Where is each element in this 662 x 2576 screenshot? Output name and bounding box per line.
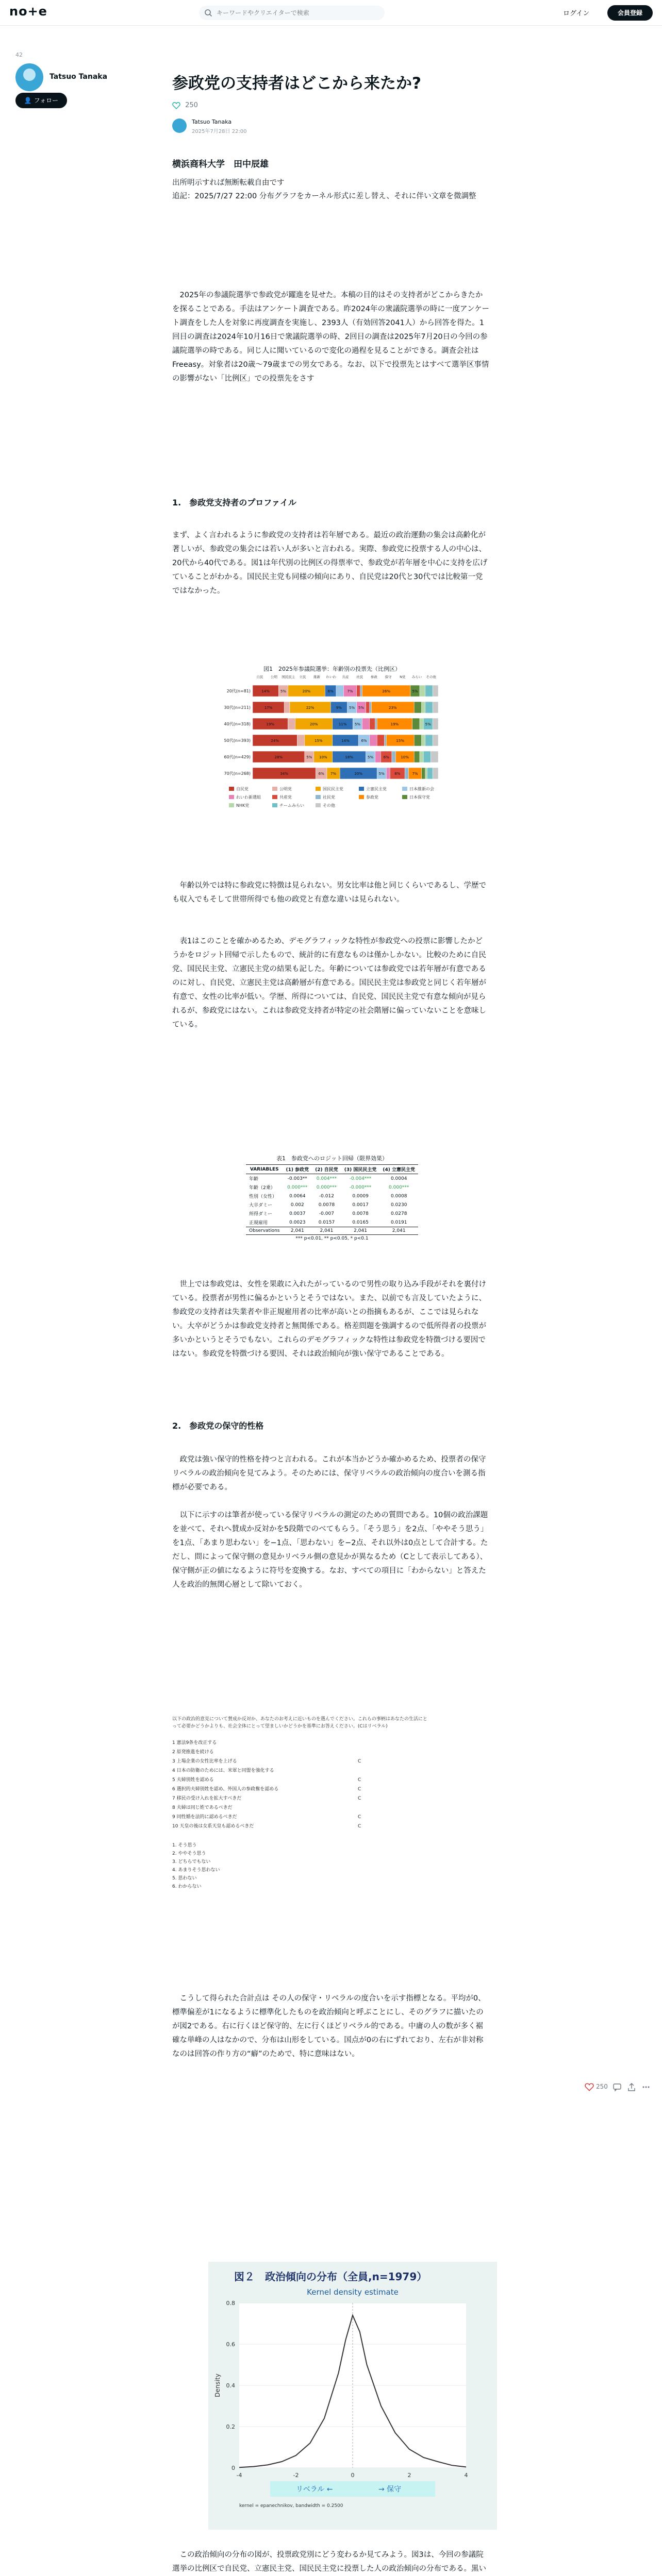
fig1-bar-value: 20% bbox=[310, 722, 318, 726]
fig1-bar-segment bbox=[433, 735, 438, 746]
fig1-column-label: 保守 bbox=[385, 675, 392, 679]
scale-option: 5. 思わない bbox=[172, 1876, 197, 1881]
questionnaire-item-text: 10 天皇の後は女系天皇も認めるべきだ bbox=[172, 1824, 254, 1829]
table-1-cell: 0.0037 bbox=[289, 1211, 306, 1216]
fig1-column-label: その他 bbox=[426, 675, 436, 679]
fig1-legend-label: れいわ新選組 bbox=[236, 795, 261, 800]
comment-icon[interactable] bbox=[613, 2082, 622, 2092]
fig1-row-label: 60代(n=429) bbox=[224, 755, 251, 759]
fig1-bar-value: 17% bbox=[264, 706, 273, 710]
fig1-bar-segment bbox=[366, 702, 370, 713]
search-box[interactable] bbox=[199, 6, 385, 20]
table-1-cell: -0.012 bbox=[319, 1193, 334, 1199]
author-avatar[interactable] bbox=[172, 118, 187, 133]
table-row bbox=[246, 1209, 418, 1218]
questionnaire-item-text: 5 夫婦別姓を認める bbox=[172, 1777, 214, 1783]
questionnaire-items bbox=[172, 1738, 440, 1831]
fig1-bar-segment bbox=[422, 702, 425, 713]
table-1-cell: 0.0191 bbox=[390, 1219, 407, 1225]
fig1-legend-swatch bbox=[402, 795, 407, 799]
fig1-bar-value: 6% bbox=[361, 739, 367, 743]
creator-profile[interactable] bbox=[15, 63, 119, 92]
y-tick-label: 0 bbox=[231, 2465, 235, 2471]
fig1-bar-value: 6% bbox=[327, 689, 334, 693]
fig1-bar-segment bbox=[425, 702, 433, 713]
section-1-paragraph-3: 表1はこのことを確かめるため、デモグラフィックな特性が参政党への投票に影響したかどうかをロジット回帰で示したもので、統計的に有意なものは僅かしかない。比較のために自民党、国民民主党、立憲民主党の結果も記した。年齢については参政党では若年層が有意であるのに対し、自民党、立憲民主党は高齢層が有意である。国民民主党は参政党と同じく若年層が有意で、女性の比率が低い。学歴、所得については、自民党、国民民主党で有意な傾向が見られるが、参政党にはない。これは参政党支持者が特定の社会階層に偏っていないことを意味している。 bbox=[172, 937, 486, 1029]
top-header bbox=[0, 0, 662, 26]
note-logo[interactable]: no+e bbox=[9, 4, 47, 19]
questionnaire-item-flag: C bbox=[358, 1787, 361, 1792]
questionnaire-scale bbox=[172, 1841, 440, 1891]
fig1-legend-label: チームみらい bbox=[279, 803, 304, 808]
table-1-cell: 0.0078 bbox=[352, 1211, 369, 1216]
fig1-legend-swatch bbox=[316, 795, 321, 799]
table-row bbox=[246, 1174, 418, 1183]
section-1-paragraph-2: 年齢以外では特に参政党に特徴は見られない。男女比率は他と同じくらいであるし、学歴でも収入でもそして世帯所得でも他の政党と有意な違いは見られない。 bbox=[172, 882, 486, 904]
table-1-cell: 0.0023 bbox=[289, 1219, 306, 1225]
fig1-bar-segment bbox=[433, 768, 438, 779]
table-1-header-cell: (1) 参政党 bbox=[283, 1165, 312, 1174]
fig1-bar-value: 5% bbox=[378, 772, 385, 776]
fig1-bar-value: 20% bbox=[302, 689, 311, 693]
questionnaire-item-text: 9 同性婚を法的に認めるべきだ bbox=[172, 1815, 237, 1820]
table-1-cell: 年齢（2乗） bbox=[249, 1185, 275, 1191]
table-row bbox=[246, 1192, 418, 1200]
fig1-bar-segment bbox=[423, 751, 431, 762]
section-2-paragraph-2: 以下に示すのは筆者が使っている保守リベラルの測定のための質問である。10個の政治課題を並べて、それへ賛成か反対かを5段階でのべてもらう。「そう思う」を2点、「ややそう思う」を1点、「あまり思わない」を−1点、「思わない」を−2点、それ以外は0点として合計する。ただし、問によって保守側の意見かリベラル側の意見かが異なるため（Cとして表示してある）、保守側が正の値になるように符号を変換する。なお、すべての項目に「わからない」と答えた人を政治的無関心層として除いておく。 bbox=[172, 1511, 488, 1589]
fig1-bar-segment bbox=[377, 735, 384, 746]
table-1-cell: -0.004*** bbox=[349, 1176, 372, 1181]
creator-name[interactable]: Tatsuo Tanaka bbox=[49, 73, 108, 81]
list-item bbox=[172, 1785, 430, 1794]
more-icon[interactable] bbox=[641, 2082, 651, 2092]
fig1-bar-segment bbox=[433, 685, 438, 697]
fig1-bar-value: 5% bbox=[412, 689, 418, 693]
questionnaire-figure bbox=[172, 1716, 440, 1922]
follow-label: フォロー bbox=[34, 97, 59, 104]
follow-button[interactable] bbox=[15, 93, 67, 108]
fig1-bar-segment bbox=[362, 718, 369, 730]
fig1-bar-segment bbox=[420, 751, 423, 762]
questionnaire-item-flag: C bbox=[358, 1796, 361, 1801]
fig1-bar-segment bbox=[420, 718, 423, 730]
intro-note-2: 追記：2025/7/27 22:00 分布グラフをカーネル形式に差し替え、それに伴い文章を微調整 bbox=[172, 192, 476, 200]
scale-option: 1. そう思う bbox=[172, 1843, 197, 1848]
fig1-legend-swatch bbox=[229, 803, 234, 807]
fig1-bar-value: 5% bbox=[306, 755, 312, 759]
fig1-legend-label: 日本保守党 bbox=[409, 795, 430, 800]
fig1-legend-label: 参政党 bbox=[366, 795, 378, 800]
questionnaire-item-flag: C bbox=[358, 1777, 361, 1783]
table-1-cell: 0.0230 bbox=[390, 1202, 407, 1208]
fig1-legend-label: 共産党 bbox=[279, 795, 292, 800]
figure-2-title: 図２ 政治傾向の分布（全員,n=1979） bbox=[234, 2270, 427, 2283]
fig1-column-label: 参政 bbox=[370, 675, 377, 679]
y-tick-label: 0.8 bbox=[226, 2300, 235, 2307]
floating-actions bbox=[585, 2081, 657, 2094]
table-1-cell: 0.0004 bbox=[390, 1176, 407, 1181]
table-1-cell: 0.000*** bbox=[389, 1184, 409, 1190]
fig1-legend-label: その他 bbox=[323, 803, 335, 808]
fig1-bar-segment bbox=[336, 685, 343, 697]
fig1-bar-segment bbox=[385, 735, 387, 746]
table-1-cell: 0.0157 bbox=[318, 1219, 335, 1225]
author-name[interactable]: Tatsuo Tanaka bbox=[192, 118, 232, 125]
signup-button[interactable]: 会員登録 bbox=[607, 5, 653, 21]
list-item bbox=[172, 1822, 430, 1831]
fig1-bar-segment bbox=[427, 768, 433, 779]
axis-direction-band bbox=[270, 2481, 435, 2497]
fig1-bar-segment bbox=[370, 735, 377, 746]
fig1-bar-value: 5% bbox=[280, 689, 286, 693]
fig1-column-label: れいわ bbox=[326, 675, 337, 679]
figure-1-chart bbox=[219, 673, 445, 858]
table-1-cell: -0.000*** bbox=[349, 1184, 372, 1190]
table-1-cell: 0.004*** bbox=[316, 1176, 337, 1181]
fig1-bar-value: 6% bbox=[318, 772, 324, 776]
fig1-row-label: 40代(n=318) bbox=[224, 722, 251, 726]
x-tick-label: 4 bbox=[464, 2472, 468, 2479]
table-1-caption: 表1 参政党へのロジット回帰（限界効果） bbox=[276, 1155, 388, 1162]
fig1-row-label: 50代(n=393) bbox=[224, 738, 251, 743]
share-icon[interactable] bbox=[627, 2082, 636, 2092]
list-item bbox=[172, 1803, 430, 1812]
table-1-header-cell: (3) 国民民主党 bbox=[341, 1165, 380, 1174]
scale-option: 6. わからない bbox=[172, 1884, 202, 1889]
fig1-row-label: 20代(n=81) bbox=[226, 689, 251, 693]
fig1-legend-swatch bbox=[316, 787, 321, 791]
fig1-legend-label: 自民党 bbox=[236, 787, 249, 791]
table-1-cell: -0.003** bbox=[287, 1176, 307, 1181]
table-row bbox=[246, 1183, 418, 1192]
fig1-bar-segment bbox=[386, 768, 390, 779]
fig1-bar-value: 14% bbox=[341, 739, 350, 743]
y-axis-label: Density bbox=[214, 2374, 221, 2397]
left-direction-label: リベラル ← bbox=[296, 2485, 333, 2494]
fig1-column-label: 維新 bbox=[313, 675, 321, 679]
fig1-bar-segment bbox=[284, 702, 290, 713]
section-2-title: 2. 参政党の保守的性格 bbox=[172, 1421, 264, 1431]
fig1-bar-value: 19% bbox=[390, 722, 399, 726]
fig1-bar-segment bbox=[375, 751, 381, 762]
fig1-bar-segment bbox=[414, 735, 421, 746]
scale-option: 4. あまりそう思わない bbox=[172, 1868, 220, 1873]
fig1-legend-swatch bbox=[359, 795, 364, 799]
table-1-cell: 0.000*** bbox=[287, 1184, 308, 1190]
fig1-bar-value: 7% bbox=[347, 689, 353, 693]
table-1-cell: 0.000*** bbox=[316, 1184, 337, 1190]
questionnaire-item-text: 2 原発推進を続ける bbox=[172, 1750, 214, 1755]
x-tick-label: -4 bbox=[236, 2472, 242, 2479]
list-item bbox=[172, 1775, 430, 1785]
questionnaire-item-flag: C bbox=[358, 1759, 361, 1764]
table-1-header-cell: (2) 自民党 bbox=[312, 1165, 341, 1174]
fig1-bar-segment bbox=[433, 718, 438, 730]
questionnaire-item-text: 4 日本の防衛のためには、米軍と同盟を強化する bbox=[172, 1768, 274, 1773]
fig1-legend-swatch bbox=[229, 787, 234, 791]
intro-note-1: 出所明示すれば無断転載自由です bbox=[172, 179, 285, 187]
questionnaire-item-text: 7 移民の受け入れを拡大すべきだ bbox=[172, 1796, 242, 1801]
table-1-cell: 0.0165 bbox=[352, 1219, 369, 1225]
questionnaire-item-flag: C bbox=[358, 1815, 361, 1820]
figure-2-subtitle: Kernel density estimate bbox=[307, 2287, 399, 2297]
list-item bbox=[172, 1757, 430, 1766]
fig1-legend-label: 立憲民主党 bbox=[366, 787, 387, 791]
fig1-bar-segment bbox=[412, 718, 420, 730]
fig1-bar-segment bbox=[420, 685, 425, 697]
creator-sidebar bbox=[15, 52, 119, 104]
fig1-legend-label: 公明党 bbox=[279, 787, 292, 791]
fig1-bar-value: 7% bbox=[412, 772, 418, 776]
scale-option: 2. ややそう思う bbox=[172, 1851, 206, 1856]
fig1-legend-swatch bbox=[402, 787, 407, 791]
list-item bbox=[172, 1738, 430, 1748]
y-tick-label: 0.6 bbox=[226, 2341, 235, 2348]
like-counter[interactable] bbox=[172, 100, 198, 110]
kernel-note: kernel = epanechnikov, bandwidth = 0.2500 bbox=[239, 2503, 343, 2509]
fig1-legend-swatch bbox=[229, 795, 234, 799]
article-title: 参政党の支持者はどこから来たか? bbox=[172, 74, 421, 93]
table-1-cell: 2,041 bbox=[341, 1227, 380, 1235]
table-1-header-cell: (4) 立憲民主党 bbox=[379, 1165, 418, 1174]
fig1-column-label: みらい bbox=[411, 675, 422, 679]
fig1-legend-label: NHK党 bbox=[236, 803, 250, 808]
questionnaire-item-text: 3 上場企業の女性比率を上げる bbox=[172, 1759, 237, 1764]
table-1-header-row bbox=[246, 1165, 418, 1174]
fig1-bar-value: 10% bbox=[319, 755, 327, 759]
questionnaire-item-text: 1 憲法9条を改正する bbox=[172, 1740, 217, 1745]
fig1-bar-segment bbox=[375, 718, 377, 730]
table-1-cell: 2,041 bbox=[283, 1227, 312, 1235]
person-add-icon: 👤 bbox=[24, 97, 32, 104]
figure-1 bbox=[219, 665, 445, 866]
fig1-column-label: N党 bbox=[400, 675, 406, 679]
table-1-cell: 性別（女性） bbox=[249, 1194, 277, 1199]
x-tick-label: -2 bbox=[293, 2472, 299, 2479]
list-item bbox=[172, 1812, 430, 1822]
intro-paragraph: 2025年の参議院選挙で参政党が躍進を見せた。本稿の目的はその支持者がどこからきたかを探ることである。手法はアンケート調査である。昨2024年の衆議院選挙の時に一度アンケート調査をした人を対象に再度調査を実施し、2393人（有効回答2041人）から回答を得た。1回目の調査は2024年10月16日で衆議院選挙の時、2回目の調査は2025年7月20日の今回の参議院選挙の時である。同じ人に聞いているので変化の過程を見ることができる。調査会社はFreeasy。対象者は20歳〜79歳までの男女である。なお、以下で投票先とはすべて選挙区事情の影響がない「比例区」での投票先をさす bbox=[172, 291, 490, 383]
fig1-bar-segment bbox=[297, 735, 304, 746]
y-tick-label: 0.4 bbox=[226, 2382, 235, 2389]
fig1-legend-swatch bbox=[316, 803, 321, 807]
table-1-cell: 2,041 bbox=[379, 1227, 418, 1235]
y-tick-label: 0.2 bbox=[226, 2424, 235, 2430]
fig1-row-label: 30代(n=211) bbox=[224, 705, 251, 710]
list-item bbox=[172, 1794, 430, 1803]
fig1-bar-value: 22% bbox=[306, 706, 315, 710]
fig1-bar-segment bbox=[414, 702, 421, 713]
table-1-cell: -0.007 bbox=[319, 1211, 334, 1216]
table-1-cell: 0.002 bbox=[290, 1202, 304, 1208]
figure-2-chart bbox=[208, 2262, 497, 2530]
fig1-bar-segment bbox=[360, 685, 362, 697]
fig1-bar-value: 18% bbox=[345, 755, 353, 759]
fig1-bar-value: 34% bbox=[280, 772, 288, 776]
table-1-cell: 0.0278 bbox=[390, 1211, 407, 1216]
fig1-bar-segment bbox=[433, 702, 438, 713]
table-1-header-cell: VARIABLES bbox=[246, 1165, 283, 1174]
table-1-cell: 正規雇用 bbox=[249, 1221, 268, 1226]
fig1-bar-value: 5% bbox=[425, 722, 431, 726]
search-input[interactable] bbox=[217, 6, 379, 20]
fig1-bar-segment bbox=[431, 751, 438, 762]
table-1-cell: 年齢 bbox=[249, 1177, 259, 1182]
fig1-legend-swatch bbox=[272, 787, 277, 791]
table-row bbox=[246, 1227, 418, 1235]
scale-option: 3. どちらでもない bbox=[172, 1859, 211, 1865]
table-1-cell: 0.0017 bbox=[352, 1202, 369, 1208]
heart-icon[interactable] bbox=[172, 101, 180, 110]
fig1-row-label: 70代(n=268) bbox=[224, 771, 251, 776]
fig1-bar-value: 15% bbox=[315, 739, 323, 743]
fig1-bar-value: 11% bbox=[338, 722, 347, 726]
like-count: 250 bbox=[185, 101, 198, 109]
questionnaire-item-flag: C bbox=[358, 1824, 361, 1829]
list-item bbox=[172, 1766, 430, 1775]
fig1-column-label: 自民 bbox=[256, 675, 263, 679]
section-1-paragraph-4: 世上では参政党は、女性を果敢に入れたがっているので男性の取り込み手段がそれを裏付けている。投票者が男性に偏るかというとそうではない。また、以前でも言及していたように、参政党の支持者は失業者や非正規雇用者の比率が高いとの指摘もあるが、ここでは見られない。大卒がどうかは参政党支持者と無関係である。格差問題を強調するので低所得者の投票が多いかというとそうでもない。これらのデモグラフィックな特性は参政党を特徴づける要因ではない。参政党を特徴づける要因、それは政治傾向が強い保守であることである。 bbox=[172, 1280, 486, 1358]
x-tick-label: 0 bbox=[351, 2472, 355, 2479]
fig1-column-label: 国民民主 bbox=[282, 675, 295, 679]
table-1-note: *** p<0.01, ** p<0.05, * p<0.1 bbox=[295, 1236, 369, 1241]
fig1-legend-swatch bbox=[272, 795, 277, 799]
table-row bbox=[246, 1218, 418, 1227]
fig1-bar-segment bbox=[422, 768, 425, 779]
table-1-cell: 0.0078 bbox=[318, 1202, 335, 1208]
table-1-cell: 所得ダミー bbox=[249, 1212, 273, 1217]
sidebar-number: 42 bbox=[15, 52, 23, 58]
fig1-bar-segment bbox=[425, 685, 433, 697]
creator-avatar[interactable] bbox=[15, 63, 43, 91]
table-row bbox=[246, 1200, 418, 1209]
section-2-paragraph-4: この政治傾向の分布の図が、投票政党別にどう変わるか見てみよう。図3は、今回の参議院選挙の比例区で自民党、立憲民主党、国民民主党に投票した人の政治傾向の分布である。黒い bbox=[172, 2551, 486, 2573]
section-1-paragraph-1: まず、よく言われるように参政党の支持者は若年層である。最近の政治運動の集会は高齢化が著しいが、参政党の集会には若い人が多いと言われる。実際、参政党に投票する人の中心は、20代から40代である。図1は年代別の比例区の得票率で、参政党が若年層を中心に支持を広げていることがわかる。国民民主党も同様の傾向にあり、自民党は20代と30代では比較第一党ではなかった。 bbox=[172, 531, 488, 595]
fig1-bar-segment bbox=[288, 718, 295, 730]
fig1-bar-segment bbox=[425, 735, 433, 746]
fig1-bar-value: 7% bbox=[330, 772, 337, 776]
fig1-bar-value: 23% bbox=[389, 706, 397, 710]
fig1-bar-value: 26% bbox=[382, 689, 390, 693]
fig1-legend-swatch bbox=[272, 803, 277, 807]
affiliation: 横浜商科大学 田中辰雄 bbox=[172, 159, 269, 170]
figure-2 bbox=[208, 2262, 497, 2530]
fig1-column-label: 立民 bbox=[299, 675, 306, 679]
questionnaire-item-text: 6 選択的夫婦別姓を認め、外国人の参政権を認める bbox=[172, 1787, 279, 1792]
fig1-bar-value: 14% bbox=[261, 689, 270, 693]
fig1-bar-segment bbox=[425, 768, 427, 779]
fig1-bar-value: 5% bbox=[358, 706, 365, 710]
fig1-bar-segment bbox=[370, 702, 372, 713]
search-icon bbox=[204, 9, 212, 17]
fig1-bar-value: 5% bbox=[349, 706, 355, 710]
section-2-paragraph-1: 政党は強い保守的性格を持つと言われる。これが本当かどうか確かめるため、投票者の保守リベラルの政治傾向を見てみよう。そのためには、保守リベラルの政治傾向の度合いを測る指標が必要である。 bbox=[172, 1455, 486, 1492]
fig1-column-label: 共産 bbox=[342, 675, 349, 679]
fig1-bar-value: 6% bbox=[383, 755, 389, 759]
fig1-bar-value: 5% bbox=[354, 722, 360, 726]
questionnaire-intro: 以下の政治的意見について賛成か反対か、あなたのお考えに近いものを選んでください。これらの事柄はあなたの生活にとって必要かどうかよりも、社会全体にとって望ましいかどうかを基準にお答えください。(Cはリベラル) bbox=[172, 1717, 427, 1729]
fig1-legend-label: 国民民主党 bbox=[323, 787, 343, 791]
table-1-cell: 0.0009 bbox=[352, 1193, 369, 1199]
table-1-cell: 大卒ダミー bbox=[249, 1203, 273, 1208]
fig1-bar-segment bbox=[405, 768, 408, 779]
fig1-bar-value: 9% bbox=[336, 706, 342, 710]
questionnaire-item-text: 8 夫婦は同じ姓であるべきだ bbox=[172, 1805, 233, 1810]
fig1-bar-value: 20% bbox=[354, 772, 362, 776]
table-1-cell: 0.0008 bbox=[390, 1193, 407, 1199]
fig1-legend-label: 日本維新の会 bbox=[409, 787, 434, 791]
fig1-bar-segment bbox=[414, 751, 420, 762]
fig1-bar-value: 8% bbox=[394, 772, 401, 776]
table-1-cell: 0.0064 bbox=[289, 1193, 306, 1199]
fig1-legend-label: 社民党 bbox=[323, 795, 335, 800]
post-date: 2025年7月28日 22:00 bbox=[192, 129, 247, 134]
table-1-cell: 2,041 bbox=[312, 1227, 341, 1235]
table-1-cell: Observations bbox=[246, 1227, 283, 1235]
fig1-legend-swatch bbox=[359, 787, 364, 791]
fig1-bar-value: 15% bbox=[396, 739, 404, 743]
fig1-bar-value: 10% bbox=[401, 755, 409, 759]
fig1-bar-value: 28% bbox=[274, 755, 283, 759]
fig1-bar-value: 24% bbox=[271, 739, 279, 743]
fig1-bar-segment bbox=[370, 718, 375, 730]
figure-1-caption: 図1 2025年参議院選挙：年齢別の投票先（比例区） bbox=[263, 666, 401, 672]
login-link[interactable]: ログイン bbox=[563, 10, 590, 18]
fig1-bar-segment bbox=[357, 685, 360, 697]
fig1-bar-segment bbox=[392, 751, 395, 762]
fig1-bar-value: 5% bbox=[368, 755, 374, 759]
right-direction-label: → 保守 bbox=[378, 2485, 402, 2494]
fig1-bar-segment bbox=[422, 735, 425, 746]
x-tick-label: 2 bbox=[407, 2472, 411, 2479]
fig1-column-label: 公明 bbox=[271, 675, 278, 679]
like-count-floating: 250 bbox=[596, 2083, 608, 2090]
section-1-title: 1. 参政党支持者のプロファイル bbox=[172, 498, 296, 507]
fig1-bar-value: 19% bbox=[266, 722, 274, 726]
heart-icon[interactable] bbox=[585, 2082, 594, 2092]
table-1 bbox=[224, 1154, 440, 1241]
fig1-column-label: 社民 bbox=[356, 675, 363, 679]
list-item bbox=[172, 1748, 430, 1757]
table-1-grid bbox=[246, 1164, 418, 1235]
section-2-paragraph-3: こうして得られた合計点は その人の保守・リベラルの度合いを示す指標となる。平均が0、標準偏差が1になるように標準化したものを政治傾向と呼ぶことにし、そのグラフに描いたのが図2である。右に行くほど保守的、左に行くほどリベラル的である。中庸の人の数が多く裾確な単峰の人はなかので、分布は山形をしている。国点が0の右にずれており、左右が非対称なのは回答の作り方の“癖”のためで、特に意味はない。 bbox=[172, 1994, 486, 2058]
